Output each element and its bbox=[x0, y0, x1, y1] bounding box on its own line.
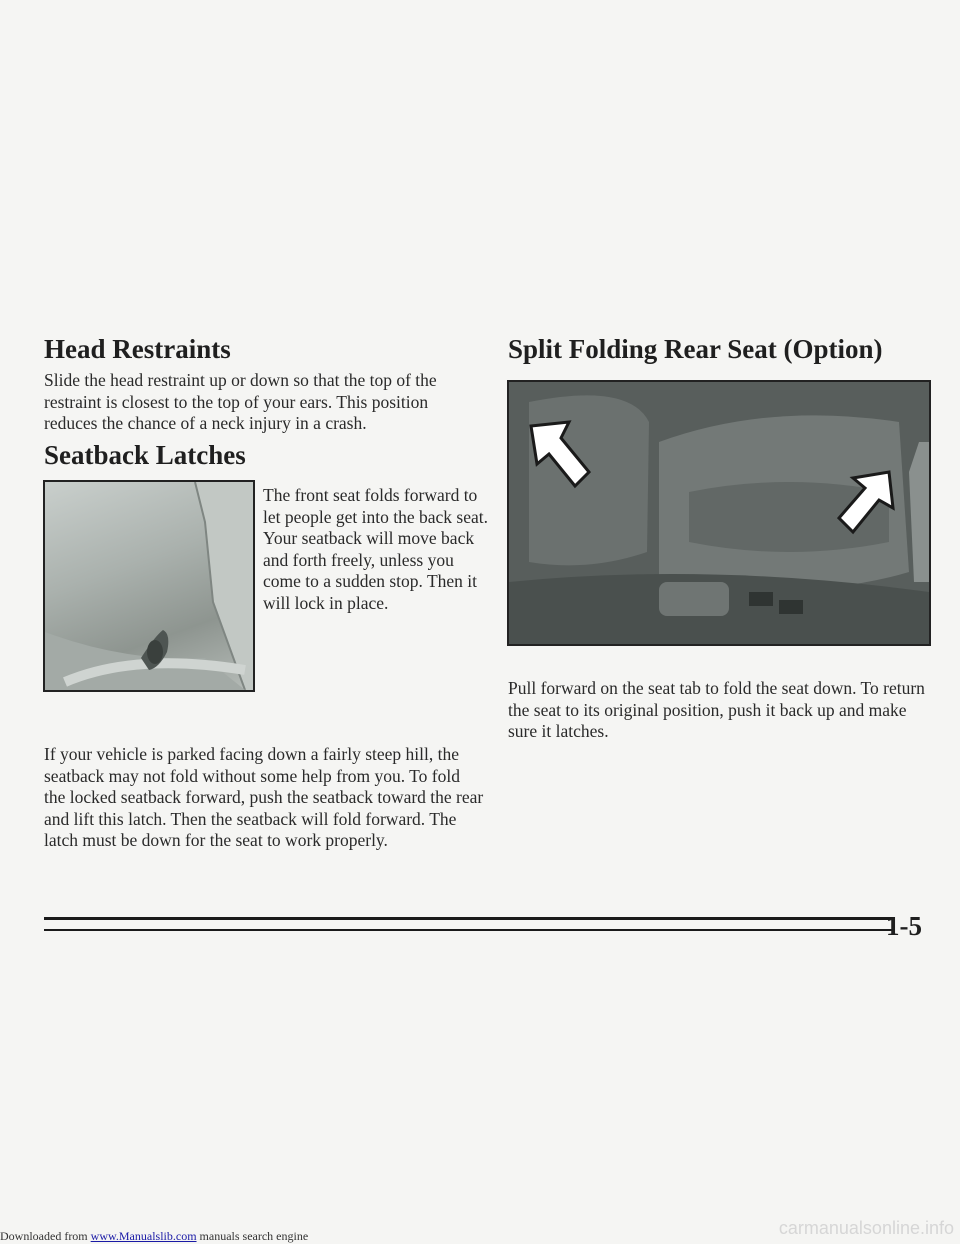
head-restraints-text: Slide the head restraint up or down so that the top of the restraint is closest to the top of your ears. This position reduces the chance of a neck injury in a crash. bbox=[44, 370, 437, 433]
page-rule-bottom bbox=[44, 929, 894, 931]
footer-suffix: manuals search engine bbox=[196, 1229, 309, 1243]
seatback-latches-side-text: The front seat folds forward to let people get into the back seat. Your seatback will move back and forth freely, unless you come to a sudden stop. Then it will lock in place. bbox=[263, 485, 488, 613]
split-folding-rear-seat-title: Split Folding Rear Seat (Option) bbox=[508, 334, 883, 364]
seatback-latch-photo bbox=[43, 480, 255, 692]
head-restraints-title: Head Restraints bbox=[44, 334, 231, 364]
seatback-latches-title: Seatback Latches bbox=[44, 440, 246, 470]
split-folding-rear-seat-text: Pull forward on the seat tab to fold the seat down. To return the seat to its original position, push it back up and make sure it latches. bbox=[508, 678, 925, 741]
rear-seat-illustration bbox=[509, 382, 929, 644]
seatback-latch-illustration bbox=[45, 482, 253, 690]
manualslib-link[interactable]: www.Manualslib.com bbox=[90, 1229, 197, 1243]
page-rule-top bbox=[44, 917, 894, 920]
page-number: 1-5 bbox=[886, 911, 922, 941]
watermark: carmanualsonline.info bbox=[778, 1218, 954, 1238]
seatback-latches-text: If your vehicle is parked facing down a fairly steep hill, the seatback may not fold without some help from you. To fold the locked seatback forward, push the seatback toward the rear and lift this latch. Then the seatback will fold forward. The latch must be down for the seat to work properly. bbox=[44, 744, 484, 850]
footer-prefix: Downloaded from bbox=[0, 1229, 91, 1243]
rear-seat-photo bbox=[507, 380, 931, 646]
